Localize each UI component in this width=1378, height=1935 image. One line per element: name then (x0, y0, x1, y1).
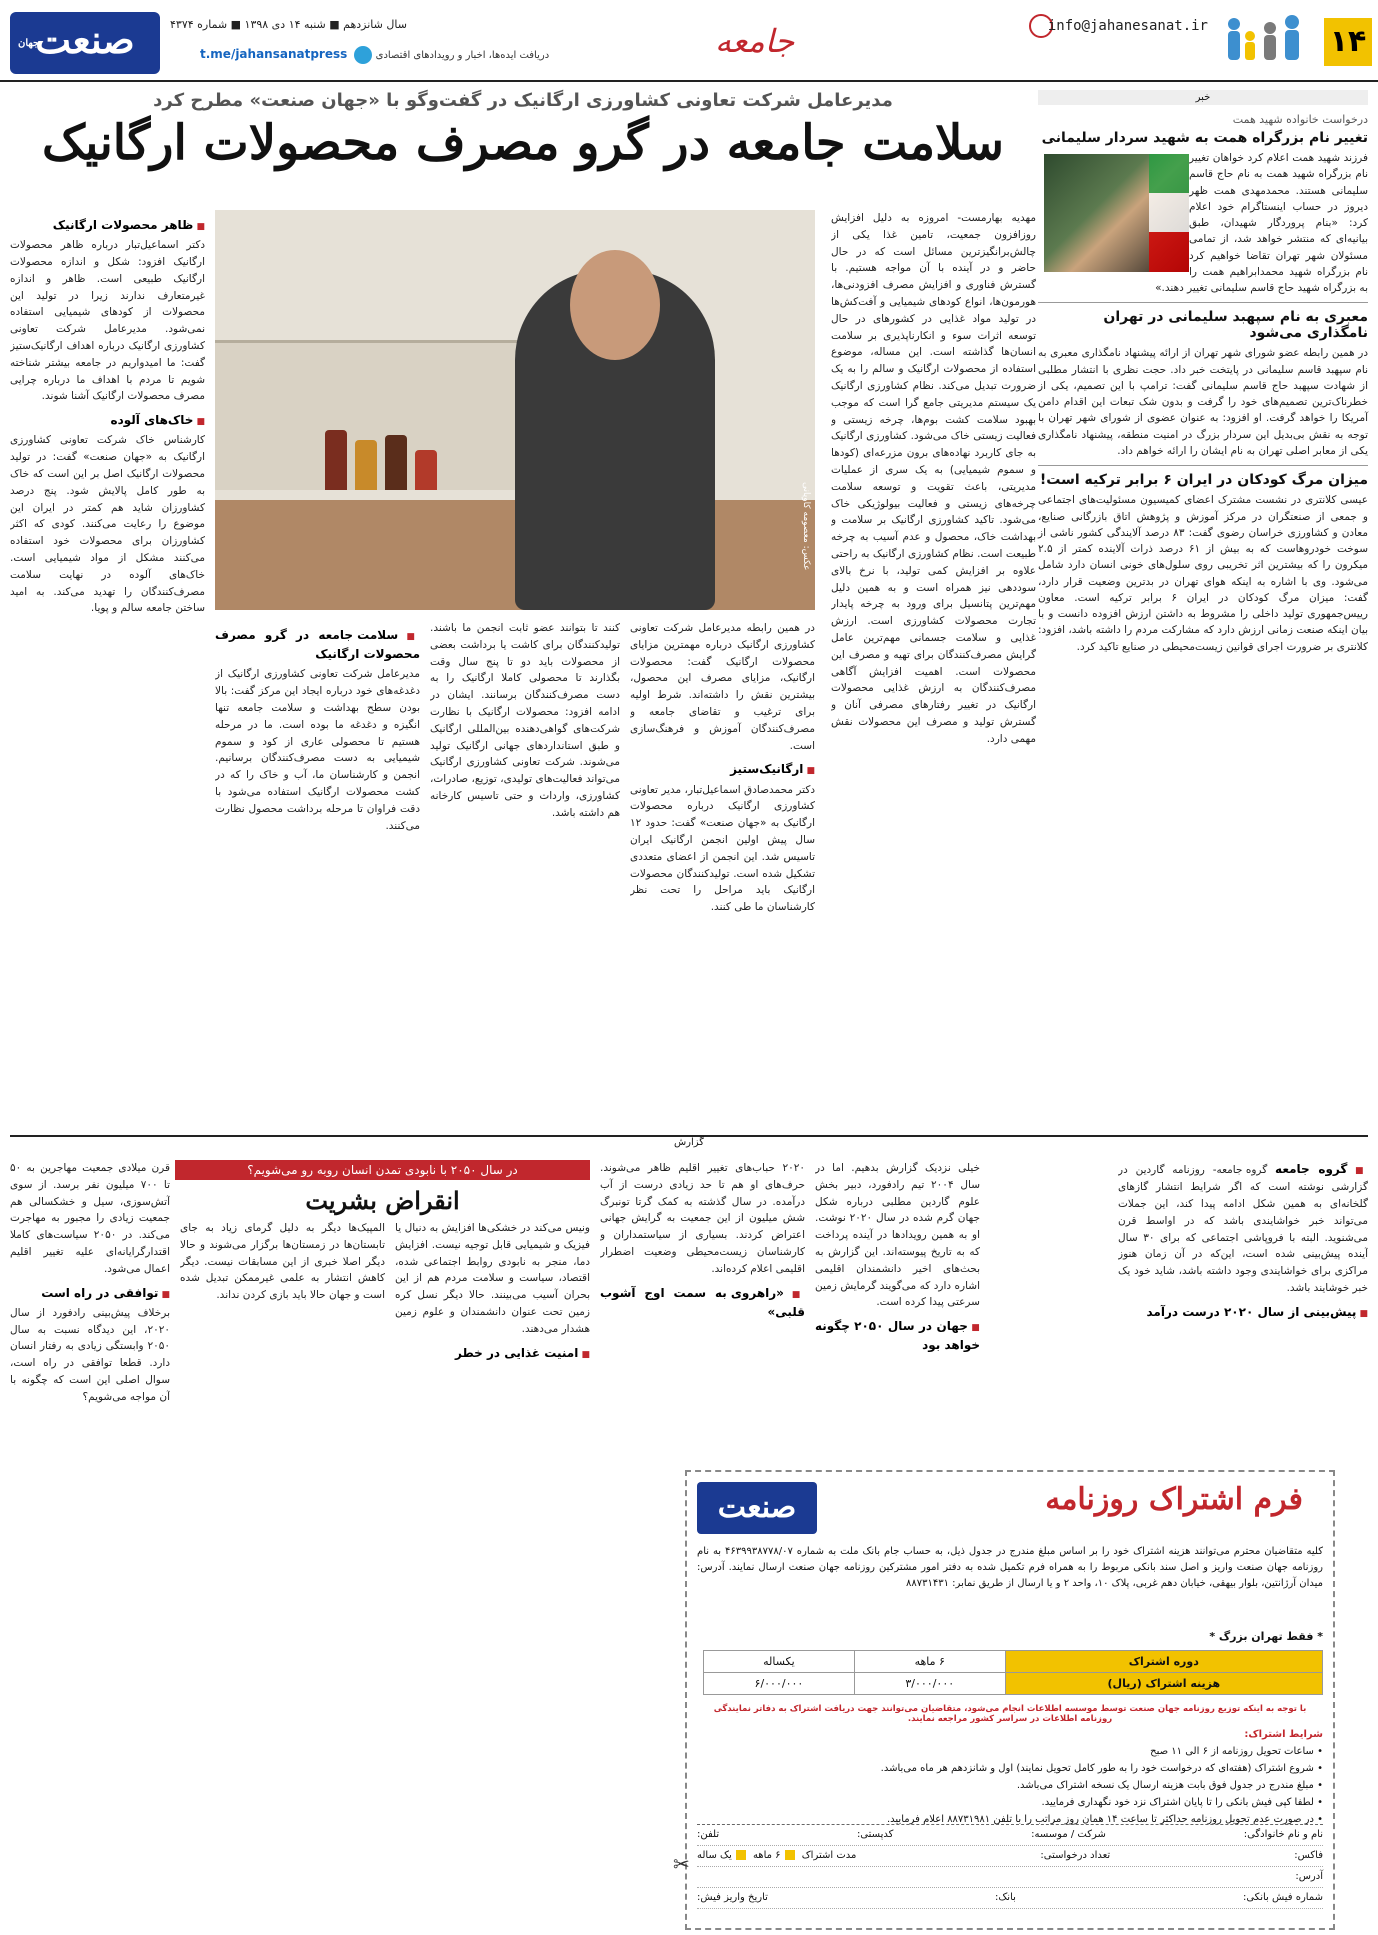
page-header (0, 0, 1378, 82)
company-field[interactable]: شرکت / موسسه: (1031, 1829, 1106, 1840)
yearly-checkbox[interactable] (736, 1850, 746, 1860)
region-label: * فقط تهران بزرگ * (1209, 1630, 1323, 1643)
col4-text: مدیرعامل شرکت تعاونی کشاورزی ارگانیک از دغدغه‌های خود درباره ایجاد این مرکز گفت: بالا بودن سطح بهداشت و سلامت جامعه تنها انگیزه و دغدغه ما بوده است. ما در مرحله هستیم تا محصولی عاری از کود و سموم شیمیایی به دست مصرف‌کنندگان برسانیم. انجمن و کارشناسان ما، آب و خاک را که در کشت محصولات ارگانیک استفاده می‌شود با دقت فراوان تا مرحله برداشت محصول نظارت می‌کنند. (215, 668, 420, 832)
name-field[interactable]: نام و نام خانوادگی: (1243, 1829, 1323, 1840)
scissors-icon: ✂ (673, 1852, 690, 1876)
report-col1-subhead2: ■ پیش‌بینی از سال ۲۰۲۰ درست درآمد (1118, 1303, 1368, 1322)
report-col2-subhead: ■ جهان در سال ۲۰۵۰ چگونه خواهد بود (815, 1317, 980, 1355)
main-headline[interactable]: سلامت جامعه در گرو مصرف محصولات ارگانیک (42, 115, 1004, 171)
story1-text: فرزند شهید همت اعلام کرد خواهان تغییر نام بزرگراه شهید همت به نام حاج قاسم سلیمانی هستند. محمدمهدی همت ظهر دیروز در حساب اینستاگرام خود اعلام کرد: «بنام پروردگار شهیدان، طبق بیانیه‌ای که منتشر خواهد شد، از تمامی مسئولان شهر تهران تقاضا خواهیم کرد نام بزرگراه شهید محمدابراهیم همت را به بزرگراه شهید حاج قاسم سلیمانی تغییر دهند.» (1155, 152, 1368, 295)
photo-credit: عکس: معصومه کاویانی (801, 481, 811, 570)
report-title[interactable]: انقراض بشریت (305, 1186, 460, 1215)
table-row (704, 1651, 1323, 1673)
report-section-bar (10, 1135, 1368, 1153)
report-col-6 (10, 1160, 170, 1925)
sidebar-tag: خبر (1038, 90, 1368, 105)
product-bottle (385, 435, 407, 490)
six-month-checkbox[interactable] (785, 1850, 795, 1860)
condition-item: • ساعات تحویل روزنامه از ۶ الی ۱۱ صبح (697, 1743, 1323, 1760)
report-col-1 (1118, 1160, 1368, 1465)
table-row (704, 1673, 1323, 1695)
report-label: گزارش (666, 1137, 712, 1148)
cost-header: هزینه اشتراک (ریال) (1005, 1673, 1322, 1695)
yearly-header: یکساله (704, 1651, 855, 1673)
subscription-form (673, 1470, 1335, 1930)
family-icon (1222, 10, 1312, 76)
news-sidebar (1038, 90, 1368, 1125)
condition-item: • لطفا کپی فیش بانکی را تا پایان اشتراک نزد خود نگهداری فرمایید. (697, 1794, 1323, 1811)
page-number: ۱۴ (1324, 18, 1372, 66)
story3-title[interactable]: میزان مرگ کودکان در ایران ۶ برابر ترکیه است! (1039, 472, 1368, 489)
main-article (10, 90, 1036, 1125)
form-row (697, 1888, 1323, 1909)
col5-text2: کارشناس خاک شرکت تعاونی کشاورزی ارگانیک به «جهان صنعت» گفت: در تولید محصولات ارگانیک اصل بر این است که خاک به طور کامل پالایش شود. پنج درصد کشاورزان شاید هم کمتر در ایران این موضوع را رعایت می‌کنند. کودی که اکثر کشاورزان برای محصولات خود استفاده می‌کنند مشکل از مواد شیمیایی است. خاک‌های آلوده در نهایت سلامت مصرف‌کنندگان را تهدید می‌کند. به امید ساختن جامعه سالم و پویا. (10, 434, 205, 615)
report-col3-subhead: ■ «راهروی به سمت اوج آشوب قلبی» (600, 1284, 805, 1322)
price-table (703, 1650, 1323, 1695)
story1-title[interactable]: تغییر نام بزرگراه همت به شهید سردار سلیمانی (1041, 130, 1368, 146)
form-row (697, 1846, 1323, 1867)
soleimani-photo (1044, 154, 1189, 272)
report-col-4 (395, 1220, 590, 1920)
report-col1-text: گروه جامعه- روزنامه گاردین در گزارشی نوشته است که اگر شرایط انتشار گازهای گلخانه‌ای به همین شکل ادامه پیدا کند، این جملات می‌تواند خبر خواشایندی باشد که در اواسط قرن می‌شنوید. البته با فروپاشی اجتماعی که برای ۳۰ سال آینده پیش‌بینی شده است، این‌که در آن زمان هنوز مراکزی برای خواشایندی وجود داشته باشد، شاید خود یک خبر خوشایند باشد. (1118, 1164, 1368, 1294)
form-row (697, 1867, 1323, 1888)
subscription-logo: صنعت (697, 1482, 817, 1534)
report-col-5 (180, 1220, 385, 1920)
article-col-3 (430, 620, 620, 1115)
yearly-option: یک ساله (697, 1850, 732, 1861)
brand-logo (10, 12, 160, 74)
condition-item: • در صورت عدم تحویل روزنامه حداکثر تا ساعت ۱۴ همان روز مراتب را با تلفن ۸۸۷۳۱۹۸۱ اعلام فرمایید. (697, 1811, 1323, 1828)
story-hemmat (1038, 113, 1368, 303)
telegram-row (200, 46, 549, 64)
yearly-price: ۶/۰۰۰/۰۰۰ (704, 1673, 855, 1695)
report-col2-text: خیلی نزدیک گزارش بدهیم. اما در سال ۲۰۰۴ تیم رادفورد، دبیر بخش علوم گاردین مطلبی درباره شکل جهان گرم شده در سال ۲۰۲۰ نوشت. او به همین رویدادها در آینده پرداخت که به تاریخ پیوسته‌اند. این گزارش به بحث‌های اخیر دانشمندان اقلیمی اشاره دارد که می‌گویند گرمایش زمین سرعتی پیدا کرده است. (815, 1162, 980, 1309)
col4-subhead: ■ سلامت جامعه در گرو مصرف محصولات ارگانیک (215, 626, 420, 664)
six-month-header: ۶ ماهه (854, 1651, 1005, 1673)
fax-field[interactable]: فاکس: (1294, 1850, 1323, 1861)
bank-slip-field[interactable]: شماره فیش بانکی: (1242, 1892, 1323, 1903)
product-bottle (415, 450, 437, 490)
main-kicker: مدیرعامل شرکت تعاونی کشاورزی ارگانیک در گفت‌وگو با «جهان صنعت» مطرح کرد (153, 90, 893, 111)
story3-text: عیسی کلانتری در نشست مشترک اعضای کمیسیون مسئولیت‌های اجتماعی و جمعی از صنعتگران در مرکز آموزش و پژوهش اتاق بازرگانی صنایع، معادن و کشاورزی خراسان رضوی گفت: ۸۳ درصد آلایندگی کشور ناشی از سوخت خودروهاست که به بیش از ۶۱ درصد ذرات آلاینده کمتر از ۲.۵ میکرون را که بیشترین اثر تخریبی روی سلول‌های خونی انسان دارد شامل می‌شود. وی با اشاره به اینکه هوای تهران در بدترین وضعیت قرار دارد، گفت: میزان مرگ کودکان در ایران ۶ برابر ترکیه است. معاون رییس‌جمهوری تولید داخلی را مشروط به داشتن ارزش افزوده دانست و با بیان اینکه صنعت زمانی ارزش دارد که مشارکت مردم را داشته باشد، افزود: کلانتری بر ضرورت اجرای قوانین زیست‌محیطی در صنایع تاکید کرد. (1038, 494, 1369, 653)
section-name: جامعه (715, 22, 795, 60)
duration-choice (697, 1846, 856, 1866)
story1-kicker: درخواست خانواده شهید همت (1232, 113, 1368, 126)
report-col-2 (815, 1160, 980, 1465)
story2-text: در همین رابطه عضو شورای شهر تهران از ارائه پیشنهاد نامگذاری معبری به نام سپهبد قاسم سلیمانی در پایتخت خبر داد. حجت نظری با انتشار مطلبی از شهادت سپهبد حاج قاسم سلیمانی گفت: ترامپ با این تصمیم، یکی از خطرناک‌ترین تصمیم‌های خود را گرفت و بدون شک تبعات این اقدام دامن آمریکا را خواهد گرفت. او افزود: به عنوان عضوی از شورای شهر تهران با توجه به نقش بی‌بدیل این سردار بزرگ در امنیت منطقه، پیشنهاد نامگذاری یکی از معابر اصلی تهران به نام ایشان را ارائه خواهم داد. (1038, 347, 1368, 457)
report-col4-subhead: ■ امنیت غذایی در خطر (395, 1344, 590, 1363)
issue-info: سال شانزدهم ■ شنبه ۱۴ دی ۱۳۹۸ ■ شماره ۴۳۷۴ (170, 18, 407, 31)
email-address[interactable]: info@jahanesanat.ir (1047, 18, 1208, 34)
bank-name-field[interactable]: بانک: (994, 1892, 1016, 1903)
telegram-link[interactable]: t.me/jahansanatpress (200, 47, 348, 61)
col5-subhead2: ■ خاک‌های آلوده (10, 411, 205, 430)
telegram-label: دریافت ایده‌ها، اخبار و رویدادهای اقتصادی (375, 50, 550, 61)
col2-text: دکتر محمدصادق اسماعیل‌تبار، مدیر تعاونی کشاورزی ارگانیک درباره محصولات ارگانیک به «جهان صنعت» گفت: حدود ۱۲ سال پیش اولین انجمن ارگانیک ایران تاسیس شد. این انجمن از اعضای متعددی تشکیل شده است. تولیدکنندگان محصولات ارگانیک باید مراحل را تحت نظر کارشناسان ما طی کنند. (630, 783, 815, 914)
condition-item: • شروع اشتراک (هفته‌ای که درخواست خود را به طور کامل تحویل نمایند) اول و شانزدهم هر ماه می‌باشد. (697, 1760, 1323, 1777)
six-month-option: ۶ ماهه (752, 1850, 781, 1861)
interview-photo (215, 210, 815, 610)
report-col5-text: المپیک‌ها دیگر به دلیل گرمای زیاد به جای تابستان‌ها در زمستان‌ها برگزار می‌شوند و حالا دیگر اصلا خبری از این مسابقات نیست. دیگر کاهش انتشار به علمی غیرممکن تبدیل شده است و جهان حالا باید بازی کردن نداند. (180, 1222, 385, 1302)
col5-subhead: ■ ظاهر محصولات ارگانیک (10, 216, 205, 235)
col5-text: دکتر اسماعیل‌تبار درباره ظاهر محصولات ارگانیک افزود: شکل و اندازه محصولات ارگانیک طبیعی است. ظاهر و اندازه غیرمتعارف ندارند زیرا در تولید این محصولات از کودهای شیمیایی استفاده نمی‌شود. مدیرعامل شرکت تعاونی کشاورزی ارگانیک درباره اهداف ارگانیک‌ستیز گفت: ما امیدواریم در جامعه بیشتر شناخته شویم تا مردم با اهداف ما درباره چرایی مصرف محصولات ارگانیک آشنا شوند. (10, 239, 205, 403)
address-field[interactable]: آدرس: (1295, 1871, 1323, 1882)
article-col-4 (215, 620, 420, 1115)
iran-flag (1149, 154, 1189, 272)
subscription-intro: کلیه متقاضیان محترم می‌توانند هزینه اشتراک خود را بر اساس مبلغ مندرج در جدول ذیل، به حساب جام بانک ملت به شماره ۴۶۳۹۹۳۸۷۷۸/۰۷ به نام روزنامه جهان صنعت واریز و اصل سند بانکی مربوط را به همراه فرم تکمیل شده به دفتر امور مشترکین روزنامه جهان صنعت ارسال نمایند. آدرس: میدان آرژانتین، بلوار بیهقی، خیابان دهم غربی، پلاک ۱۰، واحد ۲ و یا ارسال از طریق نمابر: ۸۸۷۳۱۴۳۱ (697, 1546, 1323, 1589)
col2-subhead: ■ ارگانیک‌ستیز (630, 760, 815, 779)
form-row (697, 1825, 1323, 1846)
col2-intro: در همین رابطه مدیرعامل شرکت تعاونی کشاورزی ارگانیک درباره مهمترین مزایای محصولات ارگانیک گفت: محصولات ارگانیک، مزایای مصرف این محصول، بیشترین نقش را داشته‌اند. شرط اولیه برای ترغیب و تقاضای جامعه و مصرف‌کنندگان آموزش و فرهنگ‌سازی است. (630, 622, 815, 752)
period-header: دوره اشتراک (1005, 1651, 1322, 1673)
telegram-icon (354, 46, 372, 64)
col3-text: کنند تا بتوانند عضو ثابت انجمن ما باشند. تولیدکنندگان برای کاشت یا برداشت بعضی از محصولات باید دو تا پنج سال وقت بگذارند تا محصولی کاملا ارگانیک را به دست مصرف‌کنندگان برسانند. ایشان در ادامه افزود: محصولات ارگانیک با نظارت شرکت‌های گواهی‌دهنده بین‌المللی ارگانیک و طبق استانداردهای جهانی ارگانیک تولید می‌شوند. شرکت تعاونی کشاورزی ارگانیک می‌تواند فعالیت‌های تولیدی، توزیع، صادرات، کشاورزی، واردات و حتی تاسیس کارخانه هم داشته باشد. (430, 622, 620, 819)
report-col4-text: ونیس می‌کند در خشکی‌ها افزایش به دنبال یا فیزیک و شیمیایی قابل توجیه نیست. افزایش دما، منجر به نابودی روابط اجتماعی شده، اقتصاد، سیاست و سلامت مردم هم از این بحران آسیب می‌بینند. حالا دیگر نسل کره زمین تحت عنوان دانشمندان و علوم زمین هشدار می‌دهند. (395, 1222, 590, 1335)
story2-title[interactable]: معبری به نام سپهبد سلیمانی در تهران نامگذاری می‌شود (1103, 309, 1368, 342)
report-col6-subhead: ■ توافقی در راه است (10, 1284, 170, 1303)
product-bottle (355, 440, 377, 490)
count-field[interactable]: تعداد درخواستی: (1040, 1850, 1111, 1861)
duration-label: مدت اشتراک (801, 1850, 857, 1861)
report-kicker: در سال ۲۰۵۰ با نابودی تمدن انسان روبه رو می‌شویم؟ (175, 1160, 590, 1180)
condition-item: • مبلغ مندرج در جدول فوق بابت هزینه ارسال یک نسخه اشتراک می‌باشد. (697, 1777, 1323, 1794)
report-col3-text: ۲۰۲۰ حباب‌های تغییر اقلیم ظاهر می‌شوند. حرف‌های او هم تا حد زیادی درست از آب درآمده. در سال گذشته به کمک گرتا تونبرگ شش میلیون از این جمعیت به گرایش جهانی اعتراض کردند. بسیاری از سیاستمداران و کارشناسان زیست‌محیطی وضعیت اضطرار اقلیمی اعلام کرده‌اند. (600, 1162, 805, 1275)
brand-sub: جهان (18, 38, 40, 49)
interviewee-head (570, 250, 660, 360)
conditions-title: شرایط اشتراک: (1244, 1729, 1323, 1740)
postal-field[interactable]: کدپستی: (856, 1829, 894, 1840)
article-col-1 (831, 210, 1036, 1115)
subscription-conditions (697, 1726, 1323, 1828)
phone-field[interactable]: تلفن: (697, 1829, 720, 1840)
six-month-price: ۳/۰۰۰/۰۰۰ (854, 1673, 1005, 1695)
brand-name: صنعت (35, 17, 135, 62)
product-bottle (325, 430, 347, 490)
story-street-naming (1038, 309, 1368, 466)
article-col-2 (630, 620, 815, 1115)
col1-text: مهدیه بهارمست- امروزه به دلیل افزایش روزافزون جمعیت، تامین غذا یکی از چالش‌برانگیزترین مسائل است که در حال حاضر و در آینده با آن مواجه هستیم. با گسترش فناوری و افزایش مصرف افزودنی‌ها، هورمون‌ها، انواع کودهای شیمیایی و آفت‌کش‌ها در تولید مواد غذایی در کشورهای در حال توسعه اثرات سوء و انکارناپذیری بر سلامت انسان‌ها گذاشته است. این مساله، موضوع استفاده از محصولات ارگانیک و سالم را به یک ضرورت تبدیل می‌کند. نظام کشاورزی ارگانیک یک سیستم مدیریتی جامع گرا است که موجب بهبود سلامت کشت بوم‌ها، چرخه زیستی و فعالیت زیستی خاک می‌شود. کشاورزی ارگانیک به جای کاربرد نهاده‌های برون مزرعه‌ای (کودها و سموم شیمیایی) به یک سری از عملیات مدیریتی، باعث تقویت و توسعه سلامت چرخه‌های زیستی و فعالیت بیولوژیکی خاک می‌شود. تاکید کشاورزی ارگانیک بر سلامت و بهداشت خاک، محصول و عدم آسیب به چرخه طبیعت است. نظام کشاورزی ارگانیک به راحتی علاوه بر افزایش کمی تولید، با نرخ بالای سوددهی نیز همراه است و به همین دلیل مهم‌ترین پتانسیل برای ورود به چرخه پایدار تجارت محصولات کشاورزی است. ارزش غذایی و سلامت جسمانی مهم‌ترین عامل گرایش مصرف‌کنندگان برای تهیه و مصرف این محصولات است. اهمیت افزایش آگاهی مصرف‌کنندگان به ارزش غذایی محصولات ارگانیک در تغییر رفتارهای مصرفی آنان و گسترش تولید و مصرف این محصولات نقش مهمی دارد. (831, 212, 1036, 745)
report-col6-text2: برخلاف پیش‌بینی رادفورد از سال ۲۰۲۰، این دیدگاه نسبت به سال ۲۰۵۰ وابستگی زیادی به رفتار انسان دارد. قطعا توافقی در راه است، سوال اصلی این است که چگونه با آن مواجه می‌شویم؟ (10, 1306, 170, 1403)
distribution-note: با توجه به اینکه توزیع روزنامه جهان صنعت توسط موسسه اطلاعات انجام می‌شود، متقاضیان می‌توانند جهت دریافت اشتراک به دفاتر نمایندگی روزنامه اطلاعات در سراسر کشور مراجعه نمایند. (713, 1704, 1307, 1724)
deposit-date-field[interactable]: تاریخ واریز فیش: (697, 1892, 768, 1903)
report-col6-text: قرن میلادی جمعیت مهاجرین به ۵۰ تا ۷۰۰ میلیون نفر برسد. از سوی آتش‌سوزی، سیل و خشکسالی هم جمعیت زیادی را مجبور به مهاجرت می‌کند. در ۲۰۵۰ سیاست‌های کاملا اقتدارگرایانه‌ای علیه تغییر اقلیم اعمال می‌شود. (10, 1162, 170, 1275)
report-col1-subhead: ■ گروه جامعه (1275, 1162, 1368, 1176)
subscription-title: فرم اشتراک روزنامه (1045, 1482, 1303, 1517)
story-child-mortality (1038, 472, 1368, 661)
article-col-5 (10, 210, 205, 1115)
subscriber-fields (697, 1824, 1323, 1909)
